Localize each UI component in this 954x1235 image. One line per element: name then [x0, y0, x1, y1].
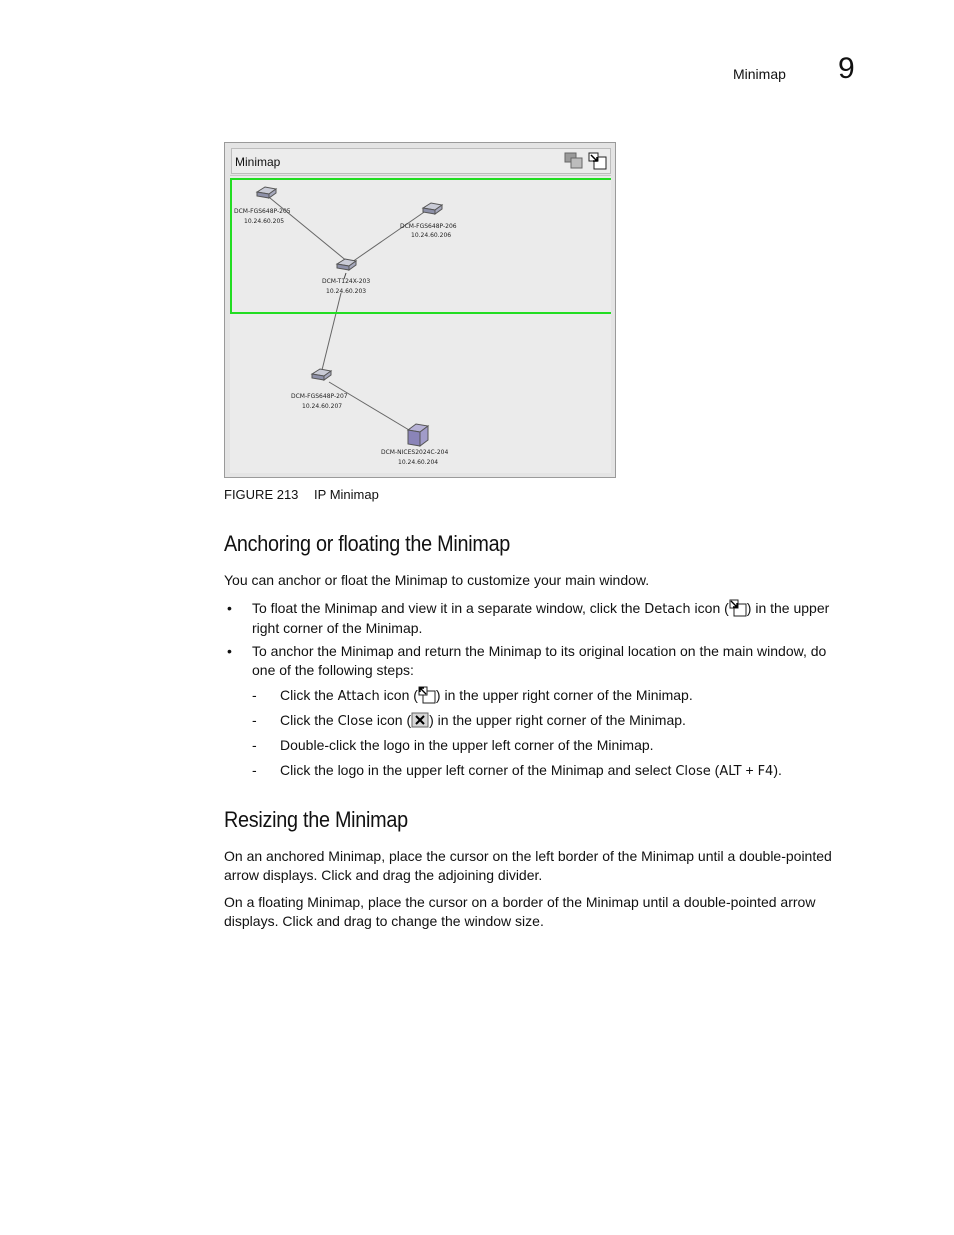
node-name: DCM-FGS648P-207 [291, 393, 348, 400]
dash-marker: - [252, 737, 257, 753]
switch-icon [312, 369, 331, 380]
node-name: DCM-NICES2024C-204 [381, 449, 449, 456]
dash-marker: - [252, 762, 257, 778]
figure-title: IP Minimap [314, 487, 379, 502]
switch-icon [257, 187, 276, 198]
bullet-float: To float the Minimap and view it in a separate window, click the Detach icon ( ) in the upper right corner of the Minimap. [252, 600, 830, 636]
node-name: DCM-FGS648P-206 [400, 223, 457, 230]
section-intro: You can anchor or float the Minimap to customize your main window. [224, 572, 650, 588]
node-name: DCM-FGS648P-205 [234, 208, 291, 215]
detach-icon[interactable] [588, 152, 608, 170]
bullet-marker: • [227, 600, 232, 616]
close-keyword: Close [337, 714, 373, 729]
topology-map [230, 176, 611, 473]
node-name: DCM-T124X-203 [322, 278, 371, 285]
minimap-title: Minimap [235, 155, 281, 169]
node-ip: 10.24.60.204 [398, 459, 439, 466]
section-heading-anchoring: Anchoring or floating the Minimap [224, 531, 511, 556]
node-ip: 10.24.60.205 [244, 218, 285, 225]
alt-key: ALT [719, 764, 742, 779]
detach-keyword: Detach [644, 602, 691, 617]
minimap-titlebar [231, 148, 611, 174]
attach-keyword: Attach [337, 689, 380, 704]
chapter-number: 9 [838, 52, 855, 85]
step-attach: Click the Attach icon ( ) in the upper right corner of the Minimap. [280, 687, 693, 704]
bullet-marker: • [227, 643, 232, 659]
attach-icon [418, 686, 436, 704]
section-heading-resizing: Resizing the Minimap [224, 807, 408, 832]
bullet-anchor: To anchor the Minimap and return the Minimap to its original location on the main window, do one of the following steps: [252, 643, 827, 678]
node-ip: 10.24.60.203 [326, 288, 367, 295]
paragraph-floating: On a floating Minimap, place the cursor on a border of the Minimap until a double-pointed arrow displays. Click and drag to change the window size. [224, 894, 816, 929]
dash-marker: - [252, 687, 257, 703]
switch-icon [337, 259, 356, 270]
detach-icon [729, 599, 747, 617]
switch-icon [423, 203, 442, 214]
step-select-close: Click the logo in the upper left corner of the Minimap and select Close (ALT + F4). [280, 762, 782, 779]
paragraph-anchored: On an anchored Minimap, place the cursor on the left border of the Minimap until a double-pointed arrow displays. Click and drag the adjoining divider. [224, 848, 832, 883]
dash-marker: - [252, 712, 257, 728]
step-double-click: Double-click the logo in the upper left corner of the Minimap. [280, 737, 654, 753]
step-close: Click the Close icon ( ) in the upper right corner of the Minimap. [280, 712, 686, 729]
node-ip: 10.24.60.206 [411, 232, 452, 239]
minimap-panel [224, 142, 616, 478]
figure-number: FIGURE 213 [224, 487, 299, 502]
overview-icon[interactable] [564, 152, 584, 170]
f4-key: F4 [757, 764, 774, 779]
figure-caption [224, 487, 379, 502]
close-keyword: Close [675, 764, 711, 779]
minimap-canvas[interactable] [230, 175, 611, 473]
chassis-icon [408, 424, 428, 446]
minimap-viewport [231, 179, 611, 313]
link-203-207 [322, 293, 341, 370]
node-ip: 10.24.60.207 [302, 403, 343, 410]
close-icon [411, 711, 429, 729]
running-header-section: Minimap [733, 66, 786, 82]
